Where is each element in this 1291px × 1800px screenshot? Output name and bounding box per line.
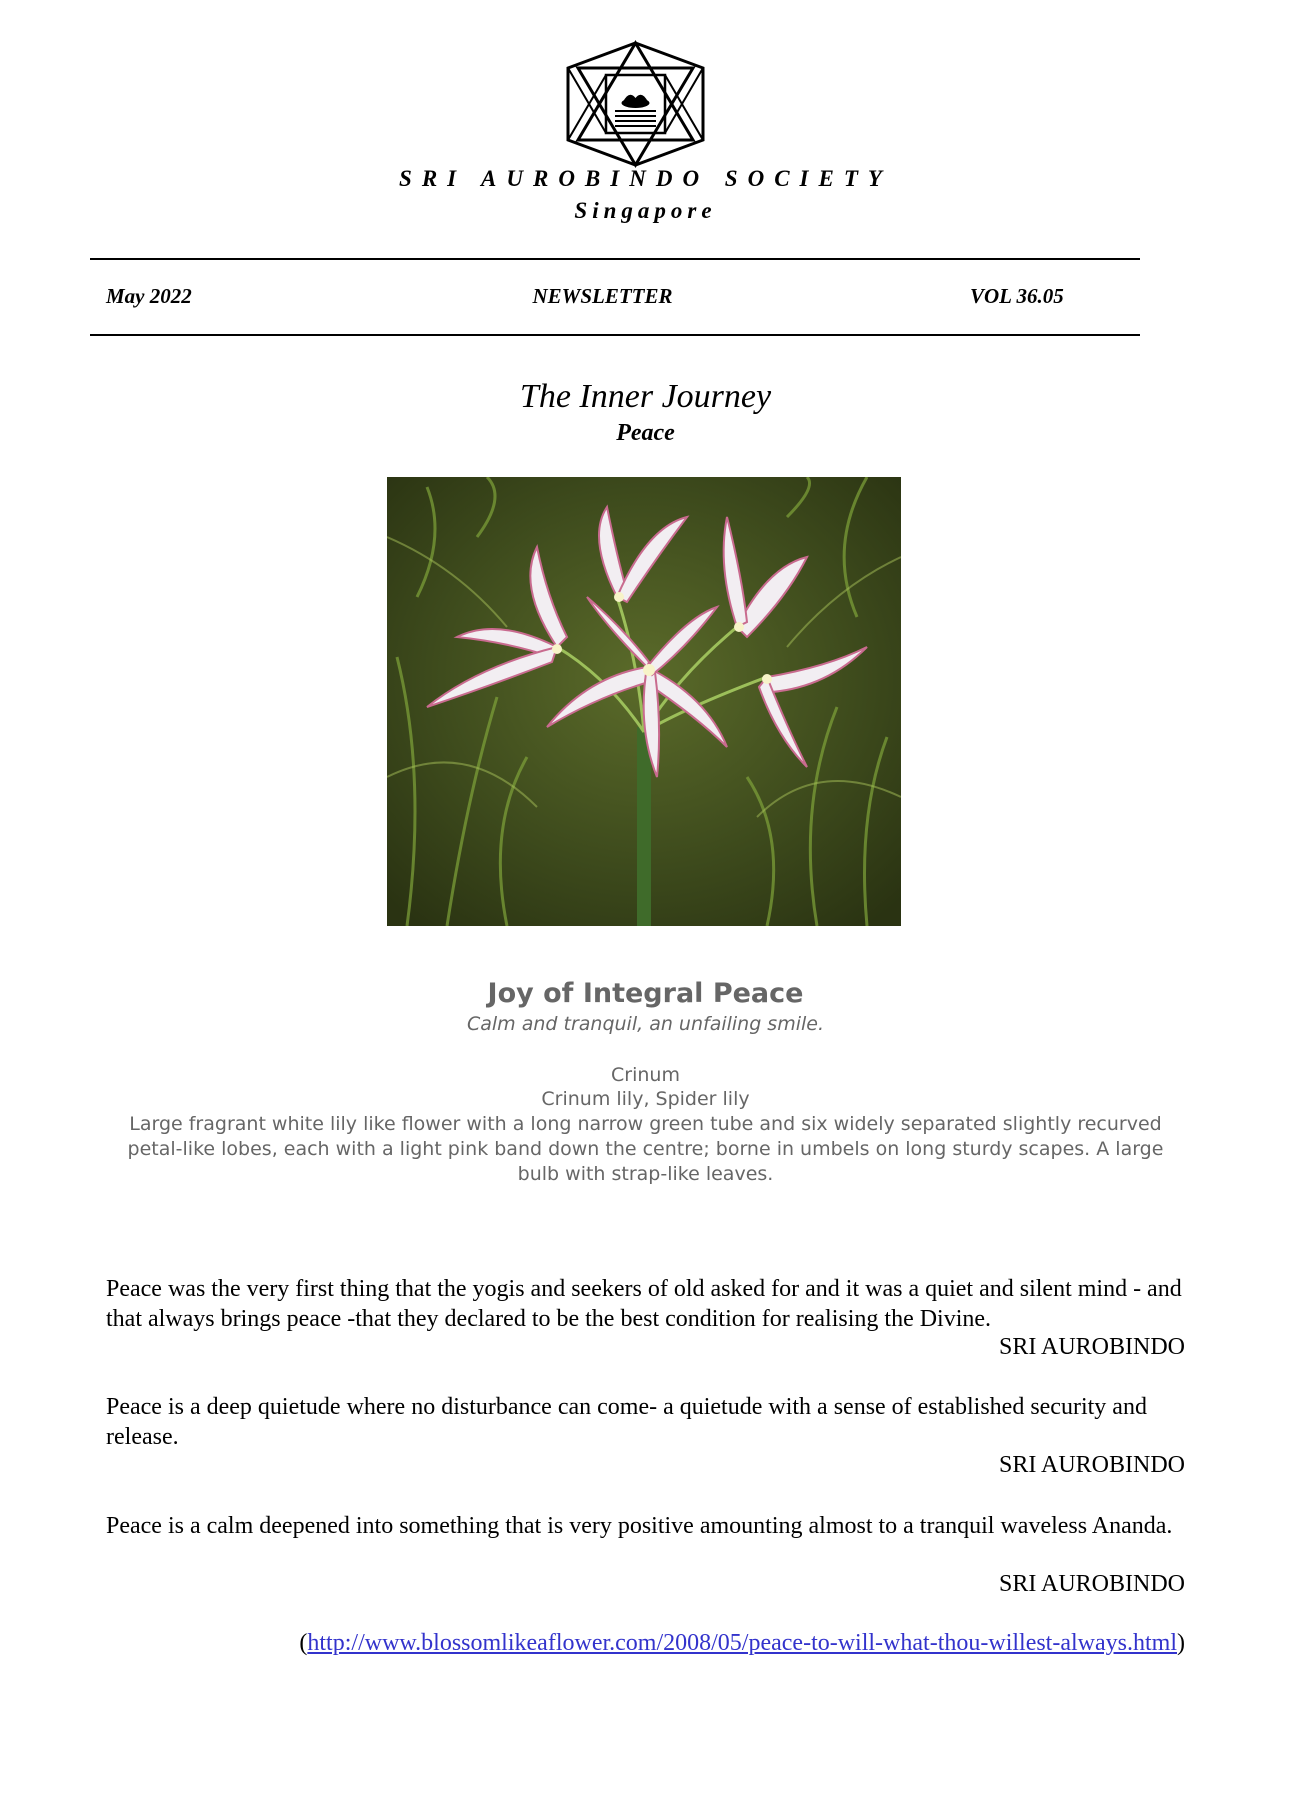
flower-significance: Calm and tranquil, an unfailing smile.: [466, 1013, 825, 1035]
source-open-paren: (: [299, 1630, 308, 1656]
society-logo: [563, 40, 708, 168]
quote-text: Peace was the very first thing that the yogis and seekers of old asked for and it was a quiet and silent mind - and that always brings peace -that they declared to be the best condition for realising the Divine.: [106, 1276, 1182, 1332]
article-title: The Inner Journey: [519, 378, 772, 415]
header-divider-top: [90, 258, 1140, 260]
newsletter-label: NEWSLETTER: [532, 284, 673, 308]
organization-city: Singapore: [574, 198, 717, 223]
quote-author: SRI AUROBINDO: [998, 1334, 1185, 1360]
organization-name: SRI AUROBINDO SOCIETY: [399, 166, 892, 191]
source-citation: [299, 1630, 1185, 1657]
article-subtitle: Peace: [616, 420, 675, 446]
flower-description: Large fragrant white lily like flower with a long narrow green tube and six widely separated slightly recurved petal-like lobes, each with a light pink band down the centre; borne in umbels on long sturdy scapes. A large bulb with strap-like leaves.: [127, 1113, 1164, 1185]
quote-text: Peace is a deep quietude where no disturbance can come- a quietude with a sense of established security and release.: [106, 1394, 1147, 1450]
flower-name: Joy of Integral Peace: [487, 978, 804, 1009]
header-divider-bottom: [90, 334, 1140, 336]
volume-number: VOL 36.05: [970, 284, 1064, 308]
issue-date: May 2022: [106, 284, 192, 308]
quote-author: SRI AUROBINDO: [998, 1452, 1185, 1478]
spider-lily-photo: [387, 477, 901, 926]
source-link[interactable]: http://www.blossomlikeaflower.com/2008/05/peace-to-will-what-thou-willest-always.html: [307, 1630, 1177, 1656]
quote-text: Peace is a calm deepened into something that is very positive amounting almost to a tranquil waveless Ananda.: [106, 1513, 1173, 1539]
source-close-paren: ): [1177, 1630, 1185, 1656]
quote-author: SRI AUROBINDO: [998, 1571, 1185, 1597]
common-names: Crinum lily, Spider lily: [541, 1088, 750, 1110]
botanical-name: Crinum: [611, 1064, 680, 1086]
